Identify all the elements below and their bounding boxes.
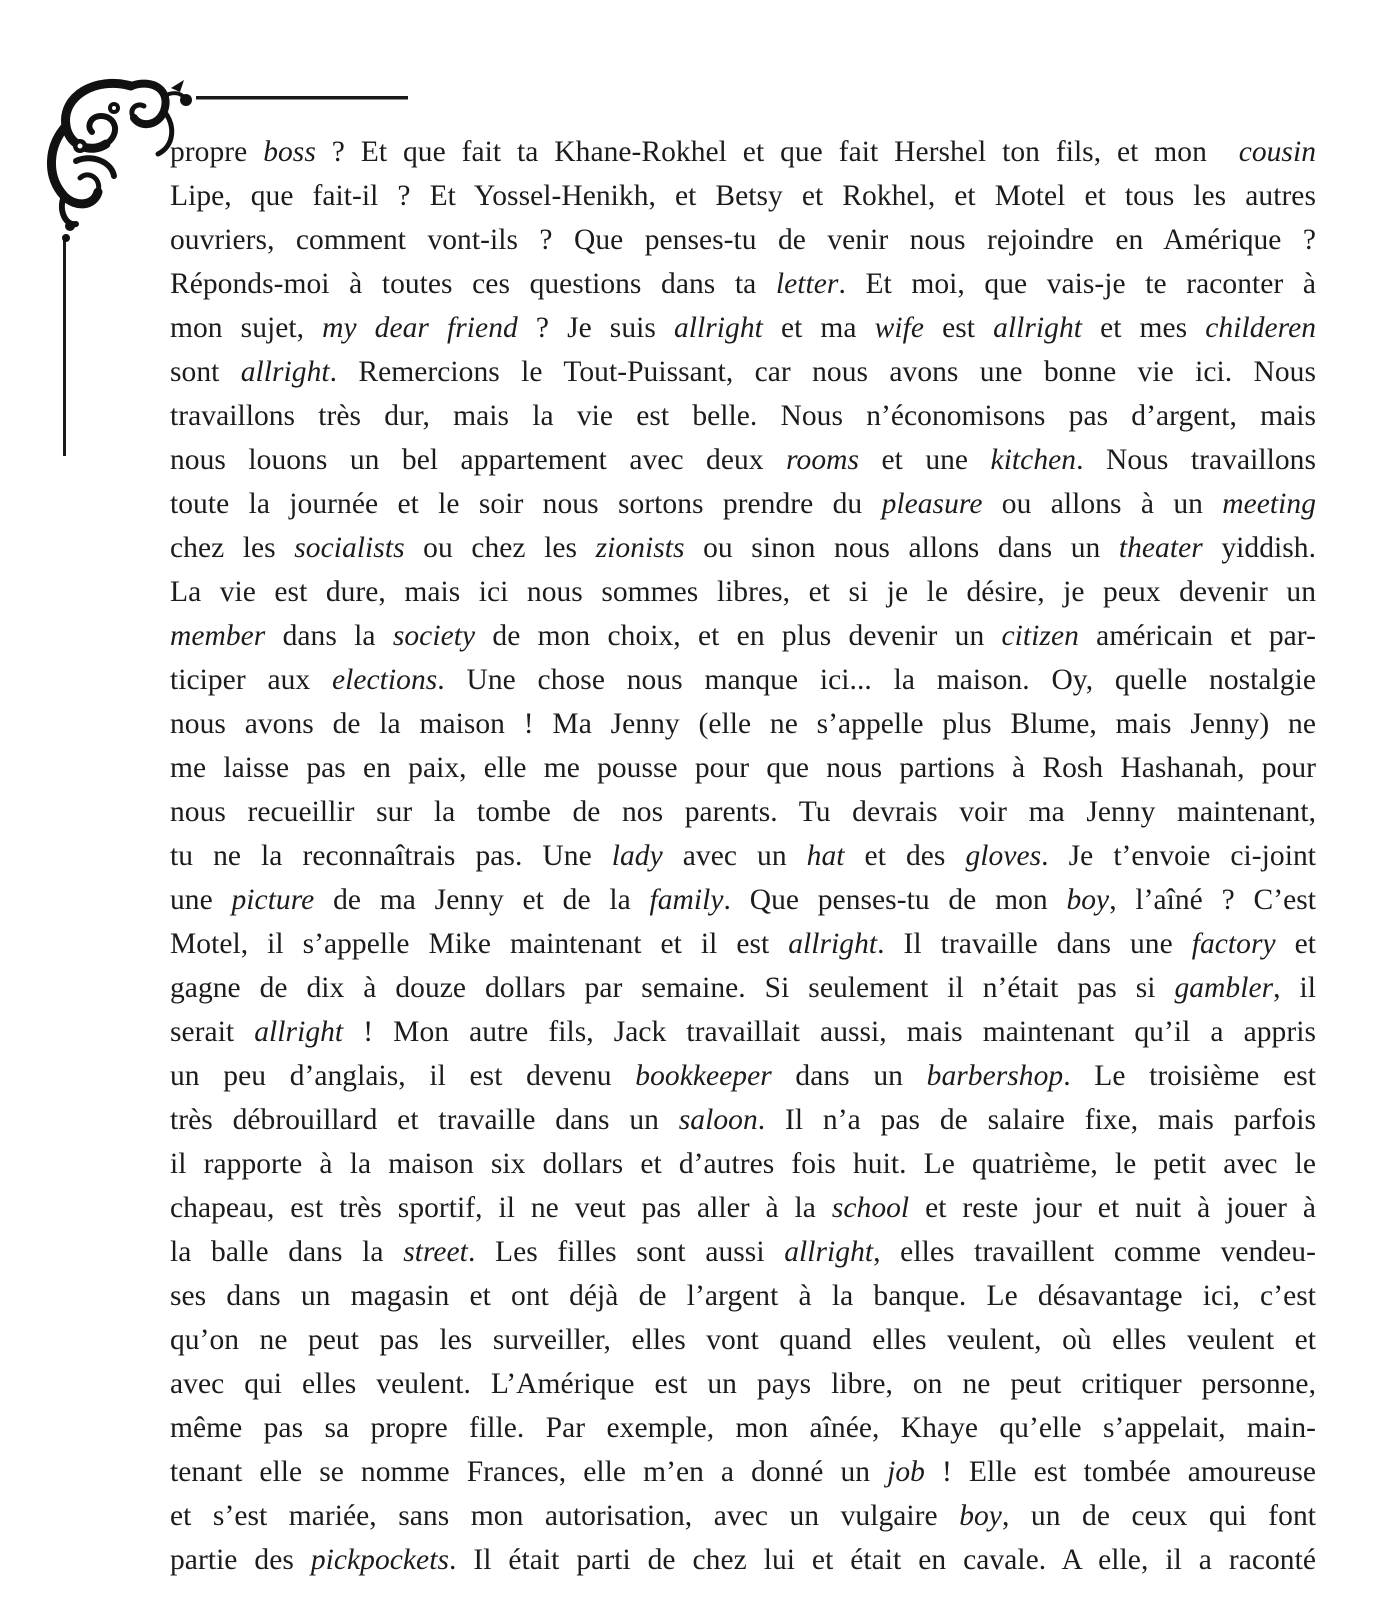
text-run: ou allons à un [982, 488, 1223, 520]
text-line [170, 1406, 1316, 1450]
text-run: un peu d’anglais, il est devenu [170, 1060, 636, 1092]
text-run: Lipe, que fait-il ? Et Yossel-Henikh, et Betsy et Rokhel, et Motel et tous les autres [170, 180, 1316, 212]
text-run: très débrouillard et travaille dans un [170, 1104, 679, 1136]
text-run: il rapporte à la maison six dollars et d’autres fois huit. Le quatrième, le petit avec le [170, 1148, 1316, 1180]
text-line [170, 1362, 1316, 1406]
text-line [170, 834, 1316, 878]
text-run: est [924, 312, 994, 344]
text-run: , elles travaillent comme vendeu- [873, 1236, 1316, 1268]
text-run: de mon choix, et en plus devenir un [475, 620, 1002, 652]
text-run: dans un [771, 1060, 927, 1092]
text-run: . Le troisième est [1063, 1060, 1317, 1092]
text-run: serait [170, 1016, 255, 1048]
text-run: . Nous travaillons [1076, 444, 1316, 476]
text-run: ou chez les [404, 532, 596, 564]
italic-word: wife [874, 312, 925, 344]
italic-word: pickpockets [310, 1544, 449, 1576]
text-line [170, 262, 1316, 306]
italic-word: allright [788, 928, 878, 960]
italic-word: society [392, 620, 476, 652]
italic-word: bookkeeper [635, 1060, 772, 1092]
italic-word: boss [263, 136, 316, 168]
italic-word: allright [784, 1236, 874, 1268]
text-run: tenant elle se nomme Frances, elle m’en a donné un [170, 1456, 888, 1488]
italic-word: member [170, 620, 266, 652]
text-run: ouvriers, comment vont-ils ? Que penses-tu de venir nous rejoindre en Amérique ? [170, 224, 1316, 256]
text-line [170, 350, 1316, 394]
text-run: . Les filles sont aussi [467, 1236, 785, 1268]
italic-word: gloves [965, 840, 1042, 872]
text-run: et s’est mariée, sans mon autorisation, avec un vulgaire [170, 1500, 960, 1532]
italic-word: my dear friend [322, 312, 518, 344]
italic-word: allright [240, 356, 330, 388]
text-run: yiddish. [1202, 532, 1316, 564]
text-run: une [170, 884, 232, 916]
body-text [170, 130, 1316, 1582]
text-run: ? Je suis [517, 312, 674, 344]
text-run: ! Mon autre fils, Jack travaillait aussi, mais maintenant qu’il a appris [343, 1016, 1316, 1048]
text-line [170, 702, 1316, 746]
text-line [170, 1186, 1316, 1230]
text-line [170, 526, 1316, 570]
text-line [170, 614, 1316, 658]
italic-word: school [831, 1192, 910, 1224]
text-run: dans la [265, 620, 393, 652]
text-run: . Une chose nous manque ici... la maison. Oy, quelle nostalgie [437, 664, 1316, 696]
italic-word: family [649, 884, 724, 916]
text-run: . Je t’envoie ci-joint [1041, 840, 1316, 872]
italic-word: rooms [786, 444, 859, 476]
text-run: , un de ceux qui font [1001, 1500, 1317, 1532]
text-run: . Remercions le Tout-Puissant, car nous avons une bonne vie ici. Nous [329, 356, 1316, 388]
text-line [170, 1098, 1316, 1142]
text-run: . Et moi, que vais-je te raconter à [838, 268, 1316, 300]
text-line [170, 1318, 1316, 1362]
text-run: , il [1273, 972, 1316, 1004]
text-run: et [1275, 928, 1316, 960]
italic-word: boy [959, 1500, 1002, 1532]
text-run: . Il n’a pas de salaire fixe, mais parfois [757, 1104, 1316, 1136]
italic-word: zionists [595, 532, 685, 564]
text-line [170, 174, 1316, 218]
text-run: avec qui elles veulent. L’Amérique est un pays libre, on ne peut critiquer personne, [170, 1368, 1316, 1400]
italic-word: cousin [1238, 136, 1317, 168]
text-line [170, 966, 1316, 1010]
text-line [170, 438, 1316, 482]
text-run: qu’on ne peut pas les surveiller, elles vont quand elles veulent, où elles veulent et [170, 1324, 1316, 1356]
text-run: me laisse pas en paix, elle me pousse pour que nous partions à Rosh Hashanah, pour [170, 752, 1316, 784]
italic-word: meeting [1222, 488, 1316, 520]
text-run: mon sujet, [170, 312, 323, 344]
italic-word: childeren [1205, 312, 1317, 344]
italic-word: citizen [1001, 620, 1079, 652]
italic-word: gambler [1174, 972, 1274, 1004]
text-run: tu ne la reconnaîtrais pas. Une [170, 840, 612, 872]
text-line [170, 306, 1316, 350]
text-run: . Il travaille dans une [877, 928, 1192, 960]
text-run: chez les [170, 532, 295, 564]
text-run: et des [844, 840, 966, 872]
text-run: chapeau, est très sportif, il ne veut pas aller à la [170, 1192, 832, 1224]
italic-word: allright [993, 312, 1082, 344]
text-line [170, 1054, 1316, 1098]
italic-word: job [887, 1456, 925, 1488]
italic-word: allright [673, 312, 763, 344]
italic-word: allright [254, 1016, 344, 1048]
text-run: et mes [1082, 312, 1206, 344]
text-run: travaillons très dur, mais la vie est belle. Nous n’économisons pas d’argent, mais [170, 400, 1316, 432]
text-run: ou sinon nous allons dans un [684, 532, 1119, 564]
text-line [170, 878, 1316, 922]
text-line [170, 790, 1316, 834]
text-run: avec un [662, 840, 807, 872]
italic-word: saloon [678, 1104, 758, 1136]
text-run: Motel, il s’appelle Mike maintenant et il est [170, 928, 789, 960]
text-run: Réponds-moi à toutes ces questions dans ta [170, 268, 776, 300]
text-run: nous avons de la maison ! Ma Jenny (elle ne s’appelle plus Blume, mais Jenny) ne [170, 708, 1316, 740]
text-run: ses dans un magasin et ont déjà de l’argent à la banque. Le désavantage ici, c’est [170, 1280, 1316, 1312]
italic-word: elections [331, 664, 438, 696]
text-line [170, 1142, 1316, 1186]
text-line [170, 1494, 1316, 1538]
text-run: nous recueillir sur la tombe de nos parents. Tu devrais voir ma Jenny maintenant, [170, 796, 1316, 828]
text-run: , l’aîné ? C’est [1109, 884, 1316, 916]
text-line [170, 482, 1316, 526]
text-line [170, 658, 1316, 702]
text-line [170, 218, 1316, 262]
text-run: américain et par- [1078, 620, 1316, 652]
text-run: et reste jour et nuit à jouer à [909, 1192, 1317, 1224]
text-run: partie des [170, 1544, 311, 1576]
text-line [170, 1230, 1316, 1274]
italic-word: letter [775, 268, 839, 300]
text-run: nous louons un bel appartement avec deux [170, 444, 787, 476]
italic-word: lady [611, 840, 663, 872]
italic-word: boy [1066, 884, 1110, 916]
italic-word: street [403, 1236, 468, 1268]
text-run: . Il était parti de chez lui et était en cavale. A elle, il a raconté [448, 1544, 1316, 1576]
text-run: et une [859, 444, 991, 476]
text-run: de ma Jenny et de la [314, 884, 650, 916]
text-run: ? Et que fait ta Khane-Rokhel et que fait Hershel ton fils, et mon [315, 136, 1239, 168]
text-run: . Que penses-tu de mon [723, 884, 1067, 916]
text-run: propre [170, 136, 264, 168]
text-line [170, 746, 1316, 790]
text-line [170, 1538, 1316, 1582]
italic-word: socialists [294, 532, 405, 564]
text-line [170, 570, 1316, 614]
italic-word: pleasure [881, 488, 983, 520]
text-line [170, 1010, 1316, 1054]
italic-word: picture [231, 884, 315, 916]
italic-word: factory [1191, 928, 1276, 960]
italic-word: hat [806, 840, 845, 872]
text-line [170, 1450, 1316, 1494]
italic-word: kitchen [990, 444, 1077, 476]
italic-word: theater [1118, 532, 1203, 564]
text-run: sont [170, 356, 241, 388]
text-run: La vie est dure, mais ici nous sommes libres, et si je le désire, je peux devenir un [170, 576, 1316, 608]
text-line [170, 922, 1316, 966]
text-run: ticiper aux [170, 664, 332, 696]
text-run: ! Elle est tombée amoureuse [924, 1456, 1316, 1488]
text-run: gagne de dix à douze dollars par semaine. Si seulement il n’était pas si [170, 972, 1175, 1004]
text-run: la balle dans la [170, 1236, 404, 1268]
text-line [170, 394, 1316, 438]
text-line [170, 130, 1316, 174]
text-run: toute la journée et le soir nous sortons prendre du [170, 488, 882, 520]
text-run: même pas sa propre fille. Par exemple, mon aînée, Khaye qu’elle s’appelait, main- [170, 1412, 1316, 1444]
text-line [170, 1274, 1316, 1318]
text-run: et ma [762, 312, 875, 344]
italic-word: barbershop [926, 1060, 1064, 1092]
